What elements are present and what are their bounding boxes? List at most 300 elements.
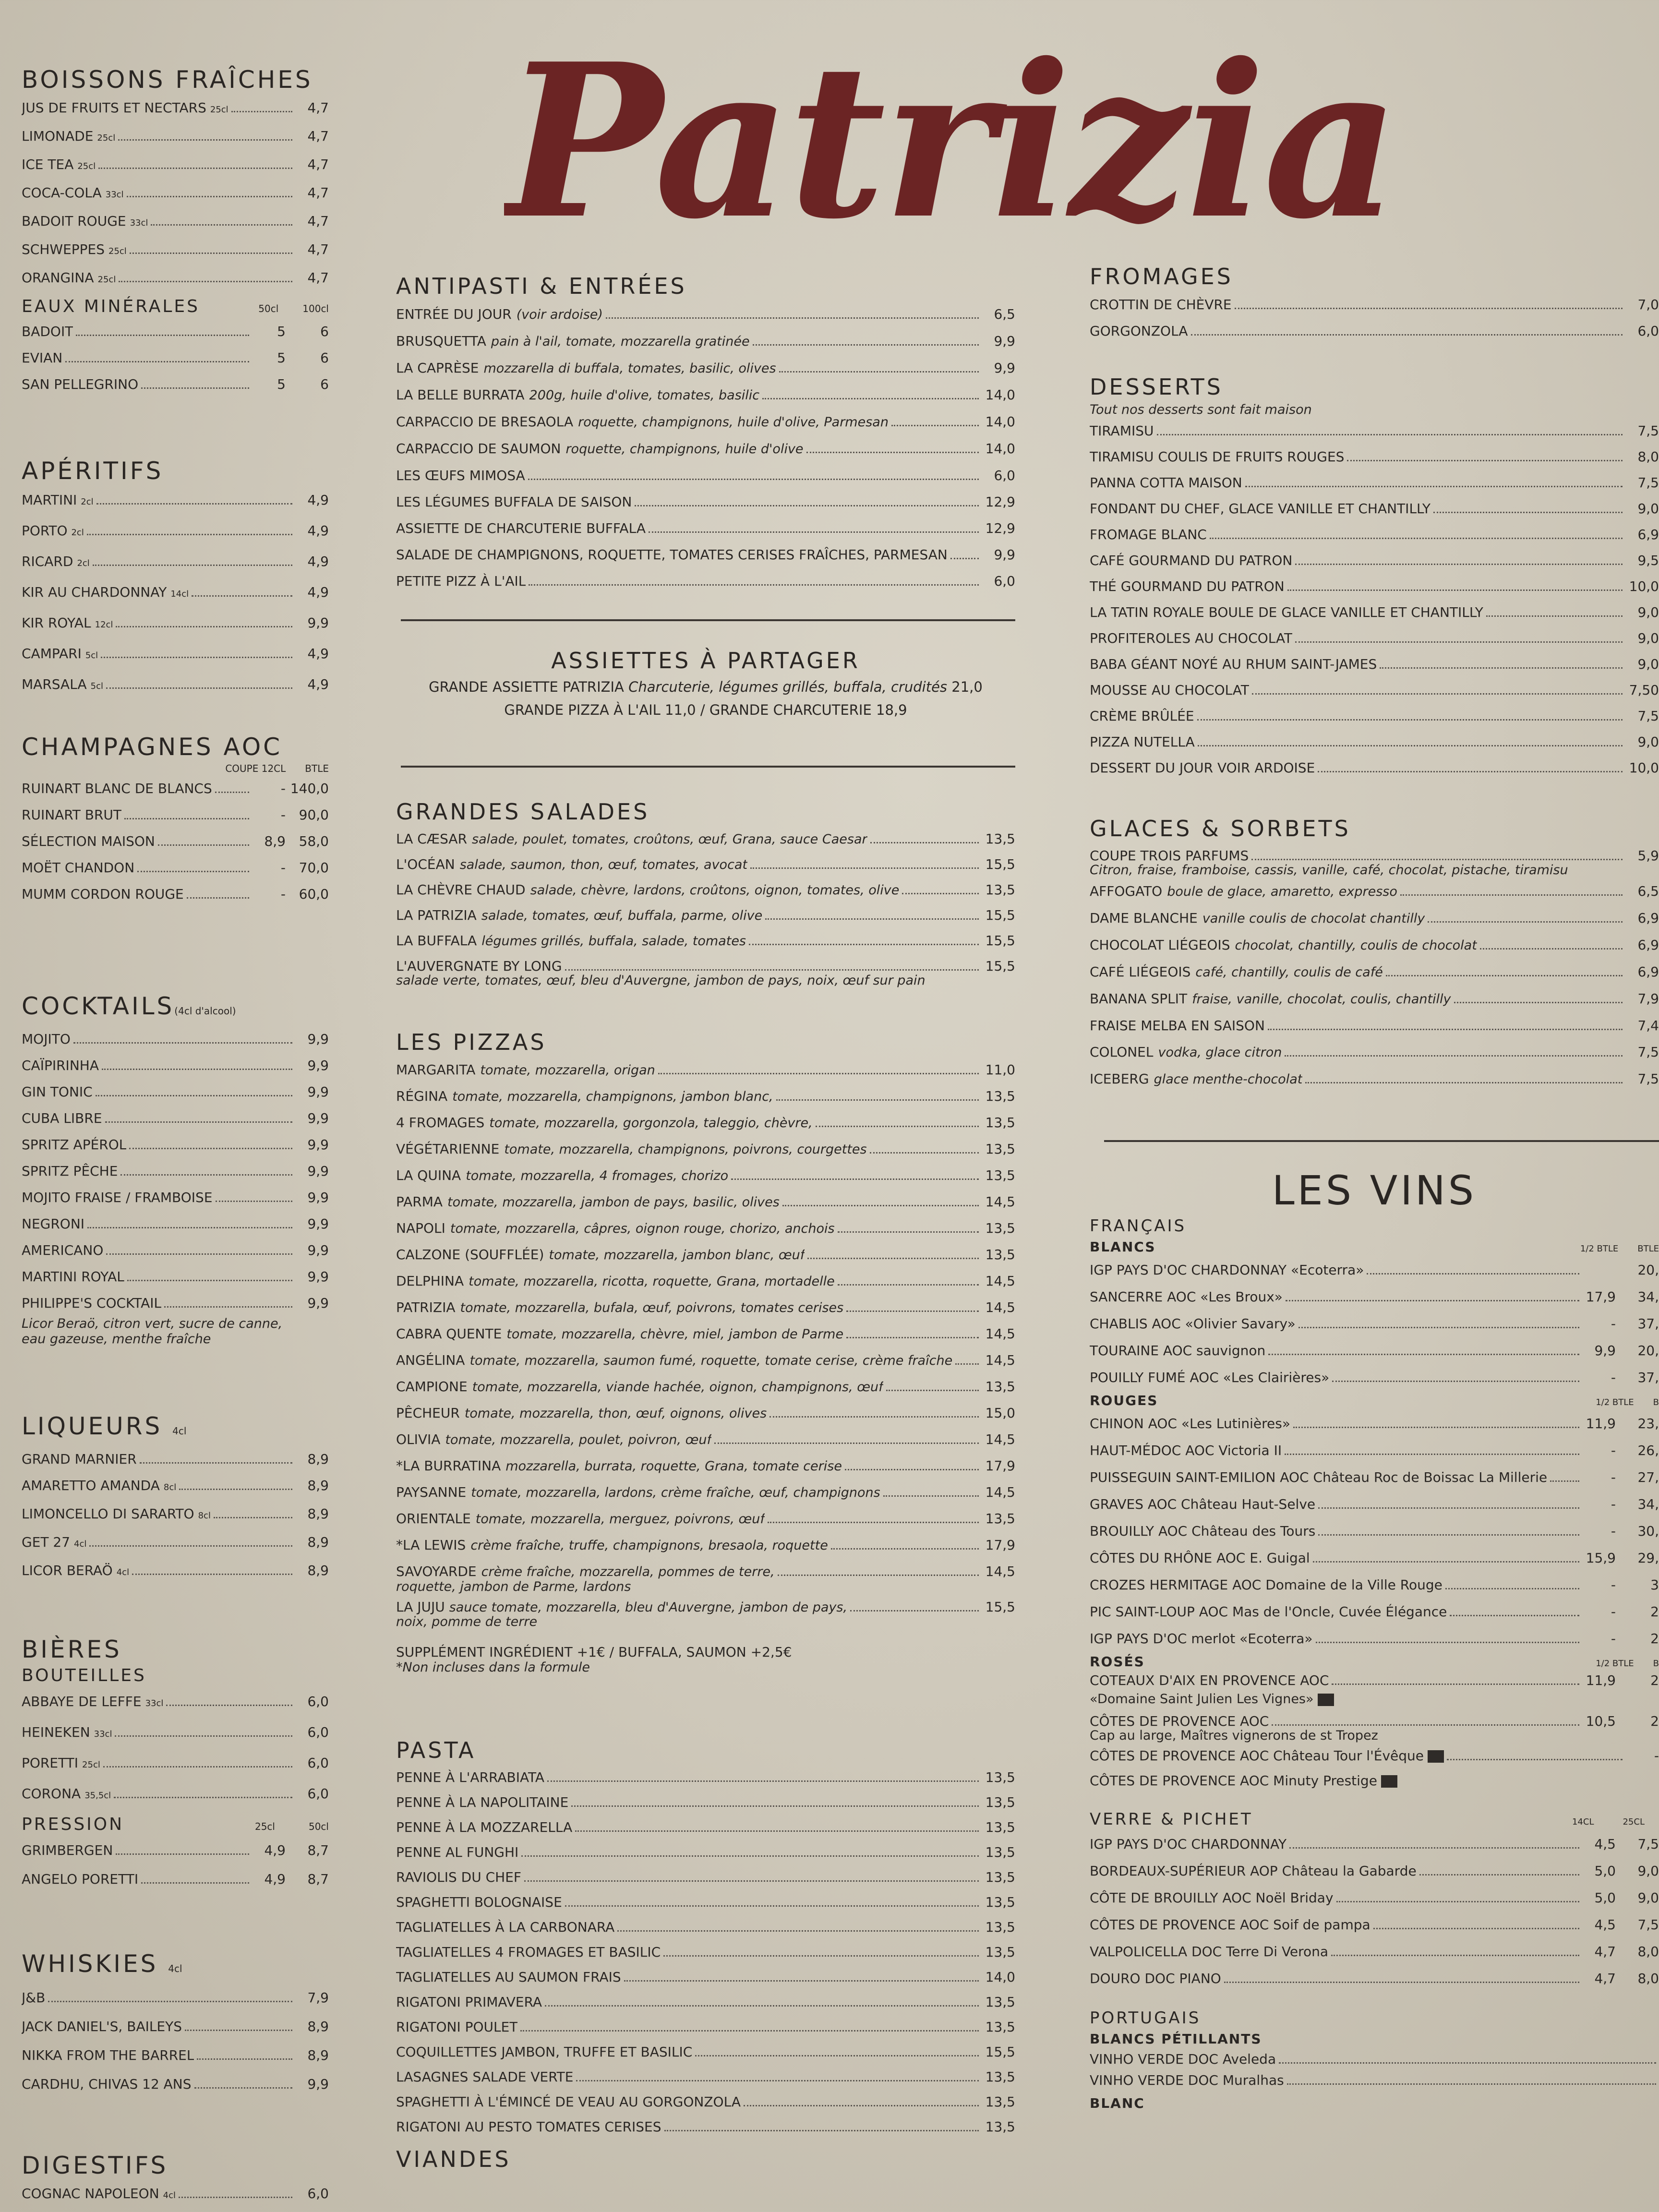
item-name-wrap xyxy=(396,1815,572,1840)
section-title: CHAMPAGNES AOC xyxy=(22,733,283,761)
dot-leader xyxy=(762,398,979,399)
item-name-wrap xyxy=(1090,2049,1276,2070)
item-name: CAÏPIRINHA xyxy=(22,1058,99,1073)
item-name: CHOCOLAT LIÉGEOIS xyxy=(1090,937,1230,953)
item-price: 12,9 xyxy=(985,494,1015,510)
wine-row xyxy=(1090,1572,1659,1599)
divider xyxy=(401,619,1015,621)
menu-item xyxy=(396,409,1015,435)
item-name: PENNE À L'ARRABIATA xyxy=(396,1769,545,1785)
menu-item xyxy=(22,2070,329,2099)
item-name-wrap xyxy=(1090,1284,1283,1310)
item-name: BRUSQUETTA xyxy=(396,333,486,349)
item-name: KIR AU CHARDONNAY xyxy=(22,584,167,600)
item-name: PIC SAINT-LOUP AOC Mas de l'Oncle, Cuvée Élégance xyxy=(1090,1604,1447,1620)
menu-item xyxy=(396,1790,1015,1815)
item-name-wrap xyxy=(22,1836,113,1865)
item-name-wrap xyxy=(396,2040,692,2065)
item-size: 12cl xyxy=(95,620,113,630)
item-price: 9,9 xyxy=(307,1084,329,1100)
item-name: CÔTE DE BROUILLY AOC Noël Briday xyxy=(1090,1890,1334,1906)
dot-leader xyxy=(187,897,249,899)
item-name-wrap xyxy=(22,828,155,854)
item-name: COTEAUX D'AIX EN PROVENCE AOC xyxy=(1090,1672,1329,1688)
dot-leader xyxy=(1313,1561,1579,1563)
menu-item xyxy=(22,1158,329,1184)
item-name: DAME BLANCHE xyxy=(1090,910,1198,926)
menu-item xyxy=(396,1268,1015,1295)
item-price: 29, xyxy=(1637,1550,1659,1566)
item-price: 13,5 xyxy=(985,1511,1015,1527)
item-name: PIZZA NUTELLA xyxy=(1090,734,1195,750)
dot-leader xyxy=(1332,1683,1579,1685)
item-price: 6,5 xyxy=(1637,883,1659,899)
menu-item xyxy=(396,435,1015,462)
item-price: 6,0 xyxy=(307,1786,329,1802)
vins-section xyxy=(1090,1166,1659,2113)
section-title: PASTA xyxy=(396,1737,476,1763)
dot-leader xyxy=(576,2080,979,2081)
menu-item xyxy=(396,928,1015,954)
item-desc: fraise, vanille, chocolat, coulis, chantilly xyxy=(1192,992,1451,1007)
item-price: 4,9 xyxy=(307,646,329,661)
item-price: 9,9 xyxy=(994,360,1015,376)
dot-leader xyxy=(664,2130,979,2131)
item-price: 12,9 xyxy=(985,520,1015,536)
wine-type: BLANC xyxy=(1090,2095,1145,2111)
dot-leader xyxy=(778,1575,979,1576)
item-name: PENNE À LA NAPOLITAINE xyxy=(396,1794,569,1810)
item-name: BORDEAUX-SUPÉRIEUR AOP Château la Gabarde xyxy=(1090,1863,1417,1879)
menu-item xyxy=(396,2015,1015,2040)
item-price: 6,0 xyxy=(994,468,1015,483)
menu-item xyxy=(1090,959,1659,986)
menu-item xyxy=(22,1184,329,1211)
item-price: 4,7 xyxy=(1594,1944,1616,1960)
item-desc: légumes grillés, buffala, salade, tomates xyxy=(481,934,746,949)
wine-type: BLANCS xyxy=(1090,1239,1156,1255)
menu-item xyxy=(1090,905,1659,932)
menu-item xyxy=(1090,677,1659,703)
item-desc: noix, pomme de terre xyxy=(396,1614,538,1629)
dot-leader xyxy=(1295,641,1623,643)
item-name-wrap xyxy=(1090,755,1315,781)
menu-item xyxy=(22,670,329,701)
menu-item xyxy=(1090,444,1659,470)
item-price: 8,9 xyxy=(264,833,286,849)
menu-item xyxy=(22,881,329,907)
menu-item xyxy=(22,1052,329,1079)
menu-item xyxy=(22,1984,329,2012)
menu-item xyxy=(396,1295,1015,1321)
dot-leader xyxy=(76,335,249,336)
item-name-wrap xyxy=(22,2041,194,2070)
item-price: 4,9 xyxy=(307,523,329,539)
item-name: CROTTIN DE CHÈVRE xyxy=(1090,297,1232,313)
item-name-wrap xyxy=(1090,318,1188,344)
item-name-wrap xyxy=(396,1865,521,1890)
pression-list xyxy=(22,1836,329,1894)
item-price: 13,5 xyxy=(985,1944,1015,1960)
dot-leader xyxy=(955,1363,979,1365)
dot-leader xyxy=(606,317,979,319)
item-name: LA BELLE BURRATA xyxy=(396,387,525,403)
item-name-wrap xyxy=(1090,1410,1290,1437)
item-price: 58,0 xyxy=(299,833,329,849)
item-name: CARPACCIO DE BRESAOLA xyxy=(396,414,574,430)
menu-item xyxy=(396,827,1015,852)
item-name: CAFÉ GOURMAND DU PATRON xyxy=(1090,553,1293,568)
dot-leader xyxy=(845,1469,979,1470)
cocktails-section xyxy=(22,991,329,1347)
item-name-wrap xyxy=(396,1057,655,1083)
item-desc: Cap au large, Maîtres vignerons de st Tropez xyxy=(1090,1728,1378,1743)
item-price: 14,5 xyxy=(985,1326,1015,1342)
bieres-section xyxy=(22,1635,329,1894)
whiskies-list xyxy=(22,1984,329,2099)
dot-leader xyxy=(118,139,292,141)
dot-leader xyxy=(776,1099,979,1101)
item-price: 9,9 xyxy=(307,1058,329,1073)
item-name: J&B xyxy=(22,1990,46,2006)
item-price: 6 xyxy=(320,376,329,392)
item-name-wrap xyxy=(1090,1572,1443,1599)
item-name-wrap xyxy=(396,1479,880,1506)
menu-item xyxy=(396,1427,1015,1453)
section-note: (4cl d'alcool) xyxy=(174,1005,236,1017)
menu-item xyxy=(1090,932,1659,959)
item-price: 15,5 xyxy=(985,2044,1015,2060)
item-name-wrap xyxy=(22,180,124,208)
dot-leader xyxy=(779,371,979,373)
item-price: 37, xyxy=(1637,1316,1659,1332)
item-price: 14,5 xyxy=(985,1273,1015,1289)
item-name: EVIAN xyxy=(22,350,63,366)
item-price: 14,5 xyxy=(985,1299,1015,1315)
item-name: PENNE AL FUNGHI xyxy=(396,1844,519,1860)
dot-leader xyxy=(141,387,249,389)
menu-item xyxy=(22,318,329,345)
item-name: SANCERRE AOC «Les Broux» xyxy=(1090,1289,1283,1305)
item-price: 9,9 xyxy=(307,1163,329,1179)
menu-item xyxy=(22,236,329,264)
item-desc: tomate, mozzarella, merguez, poivrons, œuf xyxy=(475,1512,765,1527)
menu-item xyxy=(396,462,1015,489)
item-name-wrap xyxy=(1090,1938,1328,1965)
item-price: 9,0 xyxy=(1637,1890,1659,1906)
dot-leader xyxy=(1224,1982,1579,1983)
item-price: 90,0 xyxy=(299,807,329,823)
section-title: LIQUEURS xyxy=(22,1412,163,1440)
item-name-wrap xyxy=(396,878,899,903)
menu-item xyxy=(22,547,329,578)
item-price: - xyxy=(1611,1577,1616,1593)
item-name: COLONEL xyxy=(1090,1044,1154,1060)
wine-row xyxy=(1090,1364,1659,1391)
wine-row xyxy=(1090,2049,1659,2070)
dot-leader xyxy=(1285,1055,1623,1057)
item-name: LA CHÈVRE CHAUD xyxy=(396,882,526,898)
item-name-wrap xyxy=(396,1427,711,1453)
item-name: TIRAMISU xyxy=(1090,423,1154,439)
glaces-section xyxy=(1090,814,1659,1093)
item-price: 11,9 xyxy=(1586,1416,1616,1431)
item-price: 60,0 xyxy=(299,886,329,902)
item-name: LA JUJU xyxy=(396,1599,445,1615)
item-size: 8cl xyxy=(163,1482,177,1492)
item-name: COUPE TROIS PARFUMS xyxy=(1090,848,1249,864)
dot-leader xyxy=(1235,308,1623,309)
item-price: 14,0 xyxy=(985,1969,1015,1985)
item-name: *LA BURRATINA xyxy=(396,1458,501,1474)
item-price: 9,9 xyxy=(307,1190,329,1205)
item-price: 17,9 xyxy=(985,1458,1015,1474)
menu-item xyxy=(1090,651,1659,677)
item-price: 8,9 xyxy=(307,2047,329,2063)
item-price: 15,5 xyxy=(985,933,1015,949)
item-name-wrap xyxy=(1090,418,1154,444)
wine-row xyxy=(1090,1545,1659,1572)
item-price: 9,5 xyxy=(1637,553,1659,568)
item-name: L'AUVERGNATE BY LONG xyxy=(396,958,562,974)
item-price: 9,9 xyxy=(307,615,329,631)
item-price: 9,9 xyxy=(307,1110,329,1126)
dot-leader xyxy=(1347,460,1623,461)
item-size: 4cl xyxy=(74,1539,87,1549)
item-price: 21,0 xyxy=(951,679,983,695)
item-desc: mozzarella di buffala, tomates, basilic, olives xyxy=(483,361,776,376)
item-price: 7,5 xyxy=(1637,475,1659,491)
menu-item xyxy=(22,208,329,236)
dot-leader xyxy=(1287,2083,1656,2085)
item-price: 7,9 xyxy=(1637,991,1659,1007)
item-name: CARPACCIO DE SAUMON xyxy=(396,441,561,457)
item-name: MUMM CORDON ROUGE xyxy=(22,886,184,902)
item-size: 35,5cl xyxy=(84,1791,111,1801)
menu-item xyxy=(396,1915,1015,1940)
item-name: BANANA SPLIT xyxy=(1090,991,1188,1007)
item-price: 15,5 xyxy=(985,958,1015,974)
item-desc: salade, poulet, tomates, croûtons, œuf, Grana, sauce Caesar xyxy=(472,832,867,847)
wine-row xyxy=(1090,1437,1659,1464)
item-name: CÔTES DE PROVENCE AOC Soif de pampa xyxy=(1090,1917,1370,1933)
item-desc: tomate, mozzarella, poulet, poivron, œuf xyxy=(445,1432,711,1447)
item-price: 8,7 xyxy=(307,1871,329,1887)
item-name-wrap xyxy=(22,639,98,670)
menu-item xyxy=(396,878,1015,903)
item-name: LA BUFFALA xyxy=(396,933,477,949)
menu-item xyxy=(396,1890,1015,1915)
item-name-wrap xyxy=(22,95,228,123)
item-name: COQUILLETTES JAMBON, TRUFFE ET BASILIC xyxy=(396,2044,693,2060)
item-price: 8,9 xyxy=(307,1478,329,1493)
item-name-wrap xyxy=(22,609,113,639)
menu-item xyxy=(396,355,1015,382)
dot-leader xyxy=(807,1258,979,1259)
menu-item xyxy=(22,854,329,881)
item-price: 13,5 xyxy=(985,1247,1015,1262)
item-name-wrap xyxy=(22,486,94,517)
item-name: CRÈME BRÛLÉE xyxy=(1090,708,1194,724)
item-name: PANNA COTTA MAISON xyxy=(1090,475,1242,491)
item-name: DOURO DOC PIANO xyxy=(1090,1971,1221,1986)
item-price: 30, xyxy=(1637,1523,1659,1539)
menu-item xyxy=(396,903,1015,928)
item-price: 7,0 xyxy=(1637,297,1659,313)
item-name-wrap xyxy=(22,517,84,547)
section-title: GLACES & SORBETS xyxy=(1090,816,1351,842)
col-head: 50cl xyxy=(308,1821,329,1832)
item-name: LIMONADE xyxy=(22,128,94,144)
item-size: 2cl xyxy=(81,497,94,507)
digestifs-section xyxy=(22,2151,329,2209)
item-price: 7,5 xyxy=(1637,708,1659,724)
wine-row xyxy=(1090,1768,1659,1793)
item-size: 14cl xyxy=(170,589,189,599)
item-size: 8cl xyxy=(198,1511,211,1521)
item-name-wrap xyxy=(396,1295,843,1321)
item-price: 10,5 xyxy=(1586,1713,1616,1729)
item-price: 4,5 xyxy=(1594,1917,1616,1933)
item-name-wrap xyxy=(1090,1625,1313,1652)
dot-leader xyxy=(749,944,979,945)
item-price: 2 xyxy=(1650,1631,1659,1647)
item-name-wrap xyxy=(396,2015,517,2040)
item-name: PUISSEGUIN SAINT-EMILION AOC Château Roc de Boissac La Millerie xyxy=(1090,1469,1548,1485)
menu-item xyxy=(1090,729,1659,755)
item-name: SALADE DE CHAMPIGNONS, ROQUETTE, TOMATES CERISES FRAÎCHES, PARMESAN xyxy=(396,547,948,563)
item-price: 13,5 xyxy=(985,2119,1015,2135)
item-name: ORIENTALE xyxy=(396,1511,471,1527)
item-name-wrap xyxy=(22,1131,126,1158)
item-price: 4,7 xyxy=(307,156,329,172)
menu-item xyxy=(1090,755,1659,781)
item-name-wrap xyxy=(396,355,776,382)
dot-leader xyxy=(158,844,249,846)
item-price: 9,0 xyxy=(1637,630,1659,646)
col-head: 1/2 BTLE xyxy=(1596,1397,1634,1407)
item-price: 7,4 xyxy=(1637,1018,1659,1034)
item-name: GRAVES AOC Château Haut-Selve xyxy=(1090,1496,1316,1512)
item-desc: (voir ardoise) xyxy=(516,307,603,322)
item-price: 34, xyxy=(1637,1289,1659,1305)
item-price: 6,0 xyxy=(307,1694,329,1709)
item-name-wrap xyxy=(1090,470,1242,496)
item-price: - xyxy=(1611,1604,1616,1620)
dot-leader xyxy=(617,1930,979,1932)
dot-leader xyxy=(89,1545,292,1547)
item-desc: sauce tomate, mozzarella, bleu d'Auvergne, jambon de pays, xyxy=(449,1600,848,1615)
item-price: 8,9 xyxy=(307,1563,329,1578)
wine-row xyxy=(1090,1885,1659,1911)
item-price: 4,9 xyxy=(307,492,329,508)
item-name: RIGATONI AU PESTO TOMATES CERISES xyxy=(396,2119,661,2135)
item-name-wrap xyxy=(22,1529,86,1557)
dot-leader xyxy=(129,1148,292,1149)
dot-leader xyxy=(886,1390,979,1391)
item-price: - xyxy=(1611,1523,1616,1539)
pizzas-list xyxy=(396,1057,1015,1585)
item-name-wrap xyxy=(396,1321,843,1347)
menu-item xyxy=(22,2012,329,2041)
item-name-wrap xyxy=(1090,2070,1284,2091)
champagnes-section xyxy=(22,732,329,907)
item-name: MARSALA xyxy=(22,676,87,692)
wine-row xyxy=(1090,1858,1659,1885)
dot-leader xyxy=(192,595,292,597)
dot-leader xyxy=(93,565,292,566)
item-name-wrap xyxy=(22,1557,129,1586)
aperitifs-section xyxy=(22,456,329,701)
wine-row xyxy=(1090,1911,1659,1938)
dot-leader xyxy=(1286,1300,1579,1301)
item-name: DELPHINA xyxy=(396,1273,464,1289)
item-name-wrap xyxy=(22,1687,163,1718)
desserts-section xyxy=(1090,372,1659,781)
dot-leader xyxy=(731,1178,979,1180)
item-name-wrap xyxy=(22,802,121,828)
item-price: 6,9 xyxy=(1637,937,1659,953)
item-size: 25cl xyxy=(97,133,116,143)
item-price: 15,0 xyxy=(985,1405,1015,1421)
menu-item xyxy=(396,1163,1015,1189)
item-price: 6,0 xyxy=(1637,323,1659,339)
item-price: 4,9 xyxy=(307,584,329,600)
item-price: 9,9 xyxy=(307,1269,329,1285)
petillants-list xyxy=(1090,2049,1659,2091)
item-price: 9,0 xyxy=(1637,1863,1659,1879)
item-price: 13,5 xyxy=(985,882,1015,898)
item-desc: tomate, mozzarella, jambon de pays, basilic, olives xyxy=(447,1195,780,1210)
item-name: CAFÉ LIÉGEOIS xyxy=(1090,964,1191,980)
dot-leader xyxy=(1191,334,1623,336)
item-name: MOJITO FRAISE / FRAMBOISE xyxy=(22,1190,213,1205)
item-name: BROUILLY AOC Château des Tours xyxy=(1090,1523,1316,1539)
item-price: 15,5 xyxy=(985,856,1015,872)
item-price: 5,0 xyxy=(1594,1863,1616,1879)
dot-leader xyxy=(48,2001,292,2002)
item-name-wrap xyxy=(1090,444,1344,470)
item-name-wrap xyxy=(396,852,747,878)
menu-item xyxy=(22,1446,329,1472)
section-title: ANTIPASTI & ENTRÉES xyxy=(396,273,687,299)
item-desc: roquette, champignons, huile d'olive, Parmesan xyxy=(578,415,889,430)
item-name: CAMPARI xyxy=(22,646,82,661)
item-name-wrap xyxy=(22,1052,99,1079)
item-name: PATRIZIA xyxy=(396,1299,456,1315)
dot-leader xyxy=(185,2030,292,2031)
item-name-wrap xyxy=(1090,291,1232,318)
dot-leader xyxy=(1298,1327,1579,1328)
section-subtitle: Tout nos desserts sont fait maison xyxy=(1090,402,1312,417)
item-name-wrap xyxy=(22,318,73,345)
item-desc: tomate, mozzarella, lardons, crème fraîche, œuf, champignons xyxy=(471,1485,880,1500)
item-name-wrap xyxy=(396,1532,828,1559)
item-price: - xyxy=(280,781,286,796)
item-name-wrap xyxy=(1090,1337,1265,1364)
menu-item xyxy=(396,2040,1015,2065)
champagnes-list xyxy=(22,775,329,907)
item-name-wrap xyxy=(396,489,632,515)
item-price: 13,5 xyxy=(985,1769,1015,1785)
menu-item xyxy=(22,1079,329,1105)
dot-leader xyxy=(768,1522,979,1523)
menu-item xyxy=(396,1057,1015,1083)
menu-item xyxy=(22,609,329,639)
item-desc: tomate, mozzarella, origan xyxy=(480,1063,655,1078)
item-size: 5cl xyxy=(90,681,103,691)
item-name-wrap xyxy=(1090,677,1249,703)
